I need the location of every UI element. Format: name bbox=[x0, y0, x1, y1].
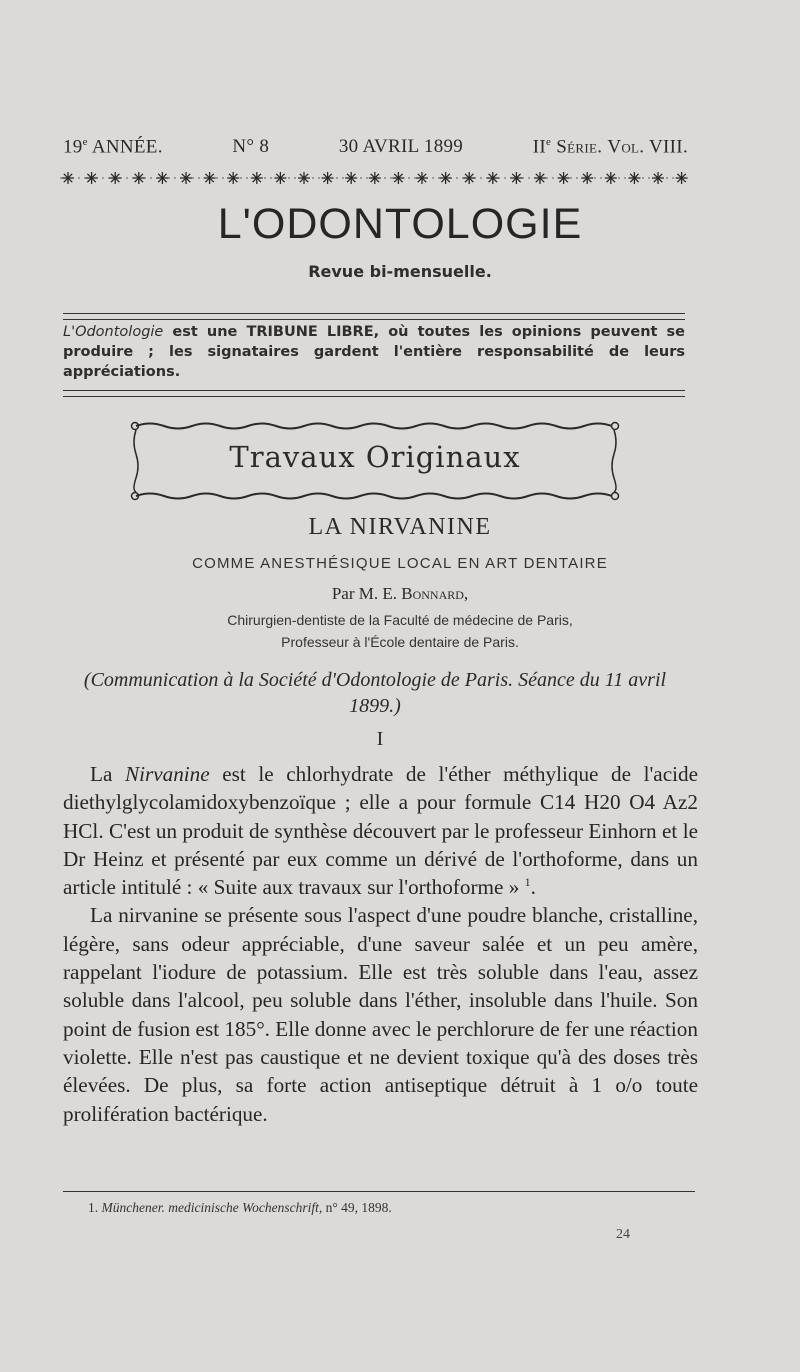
section-numeral: I bbox=[376, 728, 384, 750]
footnote-rule bbox=[63, 1191, 695, 1192]
communication-note: (Communication à la Société d'Odontologie de Paris. Séance du 11 avril 1899.) bbox=[83, 669, 667, 717]
issue-date: 30 AVRIL 1899 bbox=[338, 136, 464, 157]
tribune-notice bbox=[63, 322, 685, 382]
issue-number: N° 8 bbox=[232, 136, 270, 157]
paragraph-1: La Nirvanine est le chlorhydrate de l'éther méthylique de l'acide diethylglycolamidoxybenzoïque ; elle a pour formule C14 H20 O4 Az2 HCl. C'est un produit de synthèse découvert par le professeur Einhorn et le Dr Heinz et présenté par eux comme un dérivé de l'orthoforme, dans un article intitulé : « Suite aux travaux sur l'orthoforme » $^1$. bbox=[63, 762, 698, 900]
author-name: Bonnard, bbox=[401, 584, 469, 603]
section-banner-title: Travaux Originaux bbox=[229, 440, 521, 474]
bottom-double-rule bbox=[63, 390, 685, 397]
term-nirvanine: Nirvanine bbox=[124, 762, 210, 786]
footnote-ref: 1 bbox=[524, 875, 531, 890]
issue-year: 19e ANNÉE. bbox=[63, 136, 163, 158]
author-affiliation-2: Professeur à l'École dentaire de Paris. bbox=[281, 634, 519, 650]
paragraph-2: La nirvanine se présente sous l'aspect d'une poudre blanche, cristalline, légère, sans odeur appréciable, d'une saveur salée et un peu amère, rappelant l'iodure de potassium. Elle est très soluble dans l'eau, assez soluble dans l'alcool, peu soluble dans l'éther, insoluble dans l'huile. Son point de fusion est 185°. Elle donne avec le perchlorure de fer une réaction violette. Elle n'est pas caustique et ne devient toxique qu'à des doses très élevées. De plus, sa forte action antiseptique détruit à 1 o/o toute prolifération bactérique. bbox=[63, 903, 698, 1126]
issue-series: IIe Série. Vol. VIII. bbox=[532, 136, 688, 158]
article-body bbox=[63, 760, 698, 1128]
article-subtitle: COMME ANESTHÉSIQUE LOCAL EN ART DENTAIRE bbox=[192, 555, 608, 572]
tribune-journal-name: L'Odontologie bbox=[63, 324, 164, 340]
running-head bbox=[63, 136, 688, 158]
page-number: 24 bbox=[616, 1227, 630, 1242]
journal-subtitle: Revue bi-mensuelle. bbox=[308, 262, 492, 281]
journal-title: L'ODONTOLOGIE bbox=[217, 200, 583, 248]
tribune-text: est une TRIBUNE LIBRE, où toutes les opinions peuvent se produire ; les signataires gardent l'entière responsabilité de leurs appréciations. bbox=[63, 324, 685, 380]
article-title: LA NIRVANINE bbox=[308, 514, 492, 540]
top-double-rule bbox=[63, 313, 685, 320]
author-affiliation-1: Chirurgien-dentiste de la Faculté de médecine de Paris, bbox=[227, 612, 573, 628]
footnote: 1. Münchener. medicinische Wochenschrift, n° 49, 1898. bbox=[88, 1200, 392, 1215]
article-byline: Par M. E. Bonnard, bbox=[331, 584, 469, 603]
star-rule-ornament bbox=[60, 168, 690, 188]
